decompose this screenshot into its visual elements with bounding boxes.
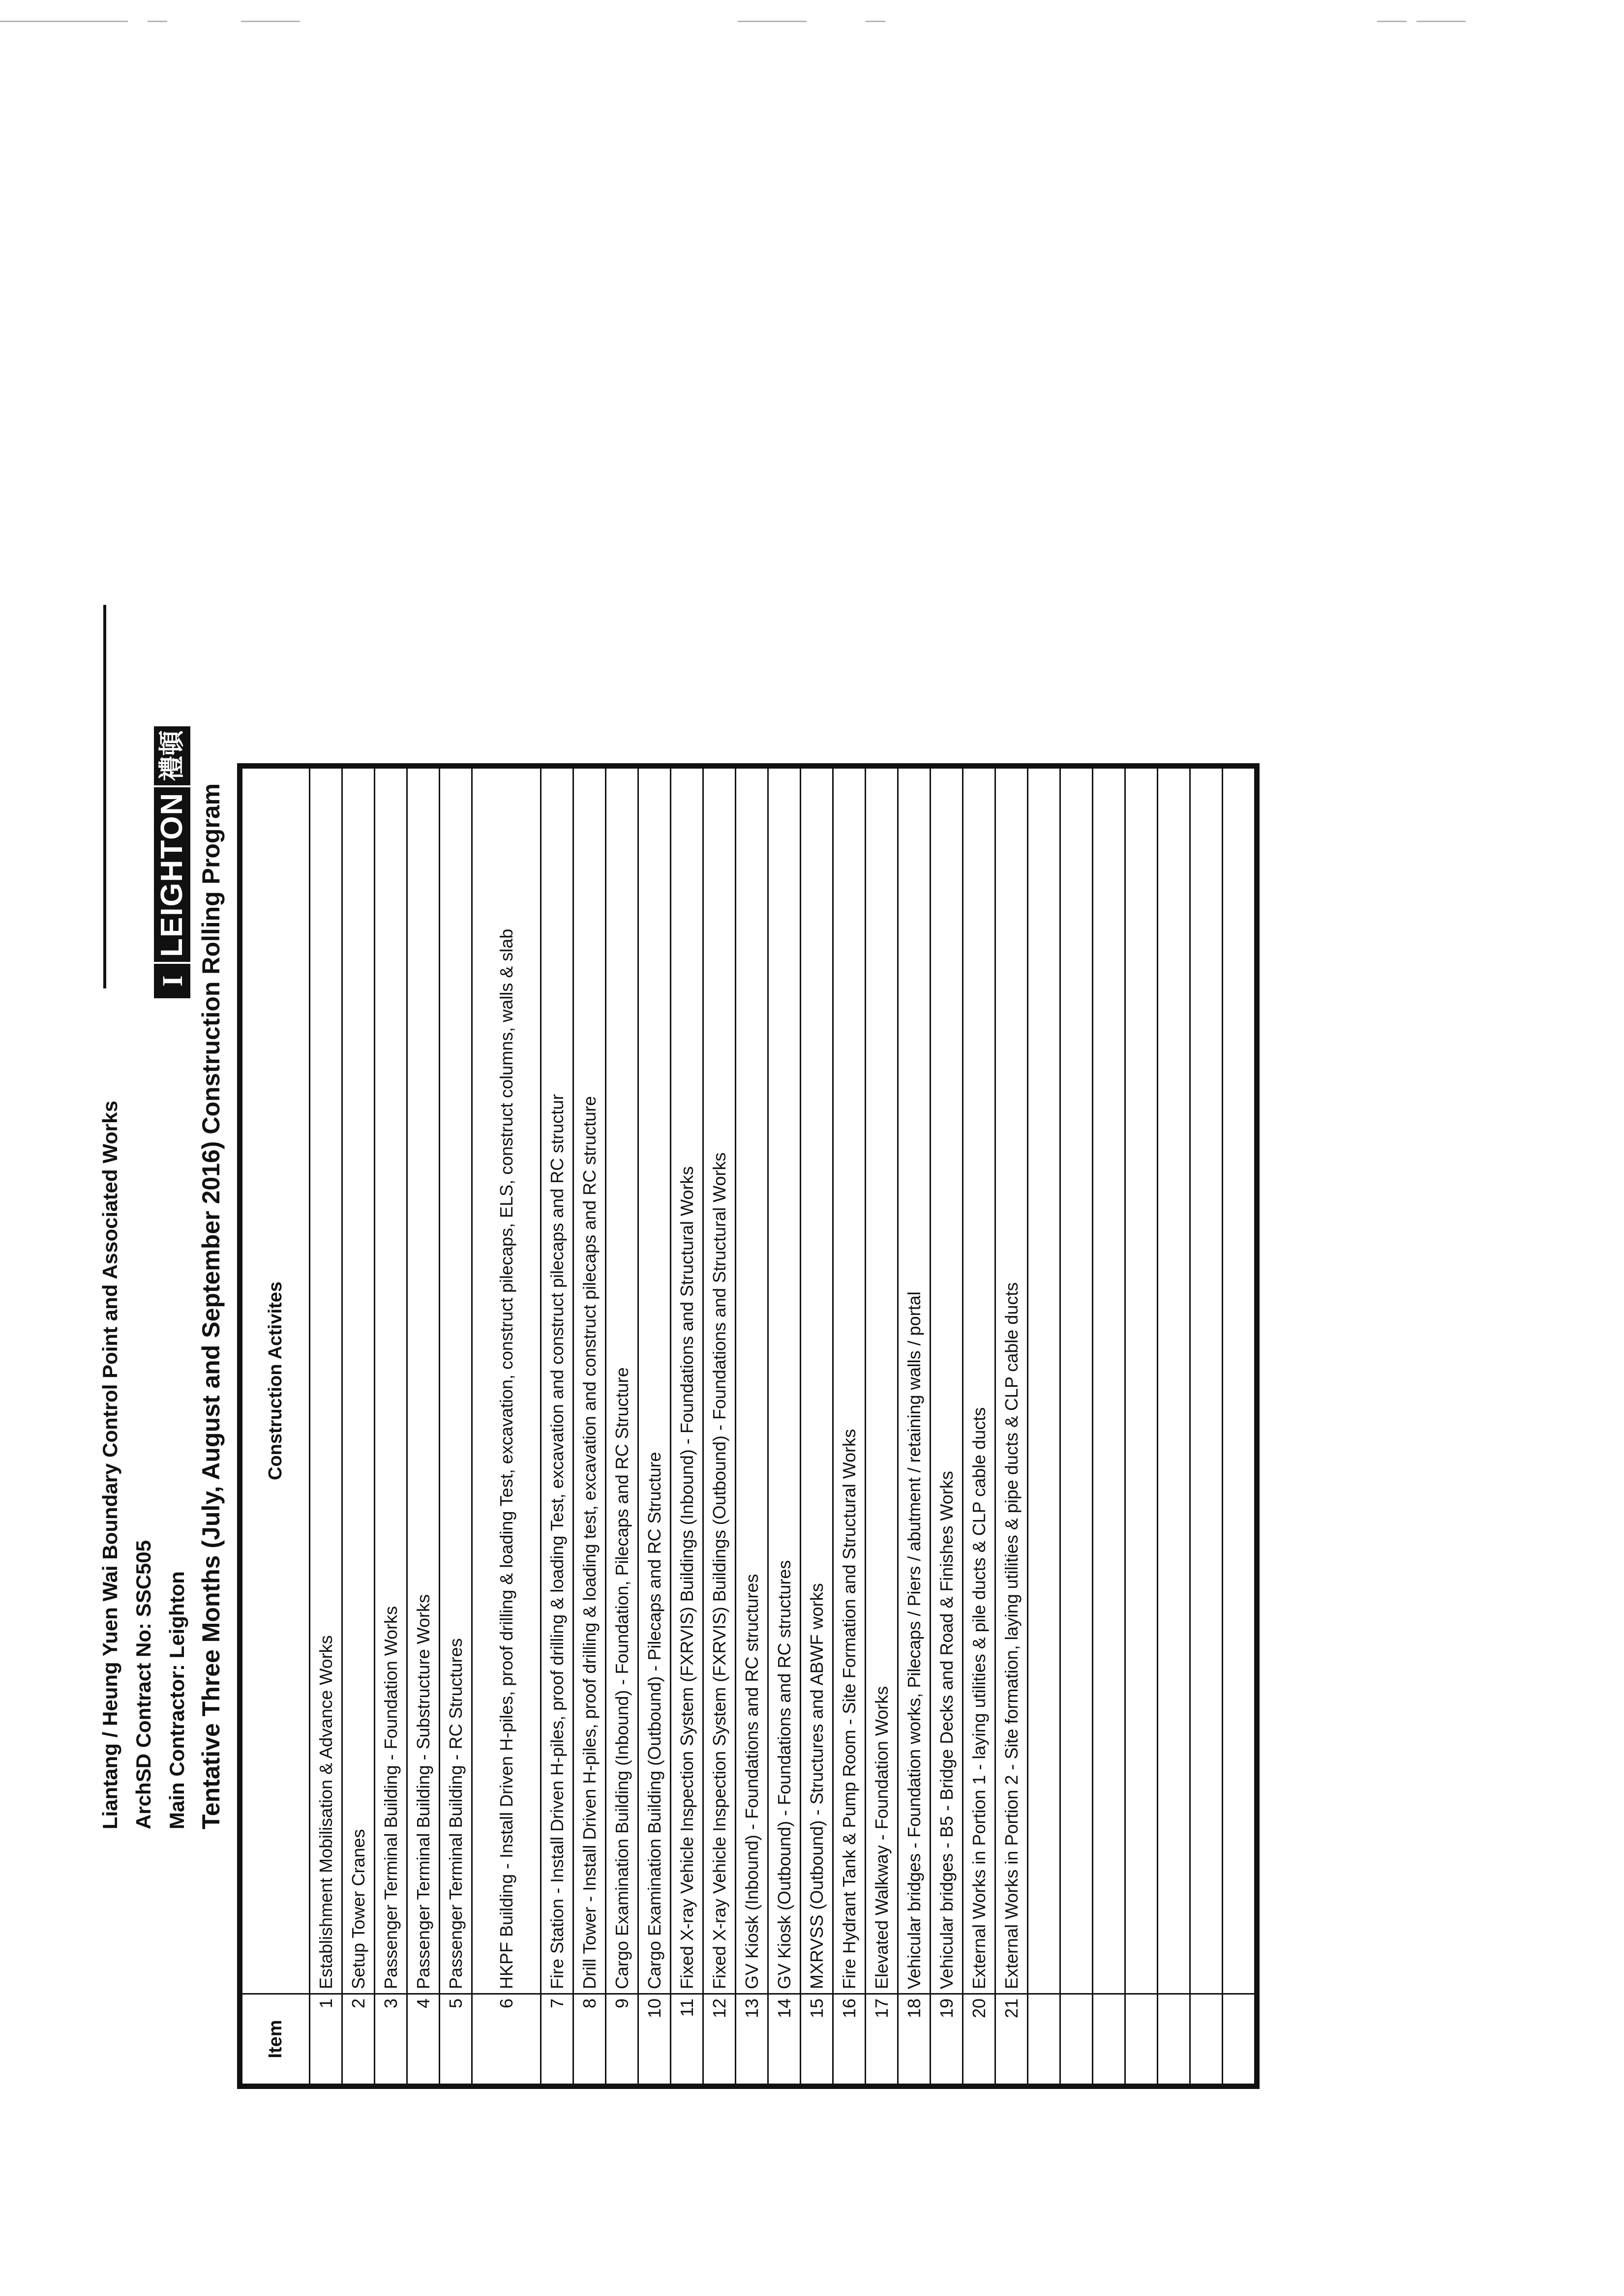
item-number: 13: [736, 1994, 768, 2085]
empty-cell: [1158, 768, 1190, 1994]
table-row: [310, 768, 342, 2085]
table-row: [801, 768, 833, 2085]
activity-description: Fire Station - Install Driven H-piles, proof drilling & loading Test, excavation and construct pilecaps and RC structur: [541, 768, 573, 1994]
empty-cell: [1190, 1994, 1223, 2085]
item-number: 16: [833, 1994, 866, 2085]
empty-cell: [1093, 1994, 1125, 2085]
table-row: [573, 768, 606, 2085]
activity-description: GV Kiosk (Outbound) - Foundations and RC structures: [768, 768, 801, 1994]
scan-mark: [0, 21, 128, 22]
table-row: [606, 768, 638, 2085]
activity-description: Cargo Examination Building (Outbound) - Pilecaps and RC Structure: [638, 768, 671, 1994]
table-row: [995, 768, 1028, 2085]
item-number: 15: [801, 1994, 833, 2085]
empty-row: [1093, 768, 1125, 2085]
item-number: 18: [898, 1994, 931, 2085]
logo-wordmark: LEIGHTON: [154, 787, 190, 962]
empty-cell: [1223, 1994, 1255, 2085]
leighton-logo: [152, 723, 192, 998]
empty-row: [1125, 768, 1158, 2085]
item-number: 9: [606, 1994, 638, 2085]
empty-cell: [1190, 768, 1223, 1994]
empty-row: [1028, 768, 1060, 2085]
table-row: [866, 768, 898, 2085]
item-number: 4: [407, 1994, 440, 2085]
empty-cell: [1028, 1994, 1060, 2085]
main-contractor: Main Contractor: Leighton: [165, 1571, 188, 1829]
table-row: [931, 768, 963, 2085]
column-header-item: Item: [242, 1994, 310, 2085]
contract-number: ArchSD Contract No: SSC505: [132, 1540, 155, 1829]
activity-description: Cargo Examination Building (Inbound) - Foundation, Pilecaps and RC Structure: [606, 768, 638, 1994]
item-number: 5: [440, 1994, 472, 2085]
table-row: [440, 768, 472, 2085]
scan-mark: [866, 21, 885, 22]
activity-description: Setup Tower Cranes: [342, 768, 375, 1994]
item-number: 3: [375, 1994, 407, 2085]
table-row: [963, 768, 995, 2085]
item-number: 10: [638, 1994, 671, 2085]
empty-cell: [1060, 1994, 1093, 2085]
scan-mark: [1416, 21, 1466, 22]
item-number: 20: [963, 1994, 995, 2085]
rolling-program-table: [241, 767, 1256, 2085]
item-number: 6: [472, 1994, 541, 2085]
empty-row: [1060, 768, 1093, 2085]
item-number: 1: [310, 1994, 342, 2085]
project-name: Liantang / Heung Yuen Wai Boundary Control Point and Associated Works: [98, 1101, 121, 1829]
empty-row: [1223, 768, 1255, 2085]
item-number: 14: [768, 1994, 801, 2085]
contract-header: [93, 1101, 194, 1829]
table-row: [703, 768, 736, 2085]
table-row: [671, 768, 703, 2085]
empty-cell: [1223, 768, 1255, 1994]
item-number: 19: [931, 1994, 963, 2085]
empty-cell: [1125, 1994, 1158, 2085]
activity-description: Establishment Mobilisation & Advance Works: [310, 768, 342, 1994]
table-row: [736, 768, 768, 2085]
activity-description: GV Kiosk (Inbound) - Foundations and RC structures: [736, 768, 768, 1994]
activity-description: Passenger Terminal Building - Foundation Works: [375, 768, 407, 1994]
item-number: 7: [541, 1994, 573, 2085]
scan-mark: [148, 21, 167, 22]
activity-description: Fixed X-ray Vehicle Inspection System (FXRVIS) Buildings (Inbound) - Foundations and Structural Works: [671, 768, 703, 1994]
activity-description: Fixed X-ray Vehicle Inspection System (FXRVIS) Buildings (Outbound) - Foundations and Structural Works: [703, 768, 736, 1994]
scan-mark: [1377, 21, 1407, 22]
activity-description: Vehicular bridges - B5 - Bridge Decks and Road & Finishes Works: [931, 768, 963, 1994]
activity-description: Vehicular bridges - Foundation works, Pilecaps / Piers / abutment / retaining walls / portal: [898, 768, 931, 1994]
table-row: [898, 768, 931, 2085]
item-number: 21: [995, 1994, 1028, 2085]
table-row: [768, 768, 801, 2085]
scan-mark: [241, 21, 300, 22]
rotated-page: [74, 315, 1402, 2085]
activity-description: HKPF Building - Install Driven H-piles, proof drilling & loading Test, excavation, construct pilecaps, ELS, construct columns, walls & slab: [472, 768, 541, 1994]
logo-rule: [103, 605, 106, 988]
activity-description: MXRVSS (Outbound) - Structures and ABWF works: [801, 768, 833, 1994]
item-number: 2: [342, 1994, 375, 2085]
table-header-row: [242, 768, 310, 2085]
table-row: [541, 768, 573, 2085]
leighton-logo-mark-icon: I: [154, 964, 190, 998]
item-number: 8: [573, 1994, 606, 2085]
table-row: [472, 768, 541, 2085]
table-row: [375, 768, 407, 2085]
activity-description: Elevated Walkway - Foundation Works: [866, 768, 898, 1994]
empty-cell: [1060, 768, 1093, 1994]
activity-description: Drill Tower - Install Driven H-piles, proof drilling & loading test, excavation and construct pilecaps and RC structure: [573, 768, 606, 1994]
column-header-activity: Construction Activites: [242, 768, 310, 1994]
table-row: [407, 768, 440, 2085]
activity-description: External Works in Portion 1 - laying utilities & pile ducts & CLP cable ducts: [963, 768, 995, 1994]
table-row: [638, 768, 671, 2085]
empty-row: [1190, 768, 1223, 2085]
activity-description: Fire Hydrant Tank & Pump Room - Site Formation and Structural Works: [833, 768, 866, 1994]
scan-mark: [738, 21, 807, 22]
activity-description: External Works in Portion 2 - Site formation, laying utilities & pipe ducts & CLP cable ducts: [995, 768, 1028, 1994]
item-number: 11: [671, 1994, 703, 2085]
table-row: [833, 768, 866, 2085]
table-row: [342, 768, 375, 2085]
logo-chinese: 禮頓: [154, 726, 190, 785]
table-body: [310, 768, 1255, 2085]
item-number: 17: [866, 1994, 898, 2085]
activity-description: Passenger Terminal Building - Substructure Works: [407, 768, 440, 1994]
item-number: 12: [703, 1994, 736, 2085]
activity-description: Passenger Terminal Building - RC Structures: [440, 768, 472, 1994]
empty-row: [1158, 768, 1190, 2085]
empty-cell: [1158, 1994, 1190, 2085]
empty-cell: [1028, 768, 1060, 1994]
empty-cell: [1125, 768, 1158, 1994]
page-title: Tentative Three Months (July, August and September 2016) Construction Rolling Program: [197, 783, 225, 1829]
empty-cell: [1093, 768, 1125, 1994]
